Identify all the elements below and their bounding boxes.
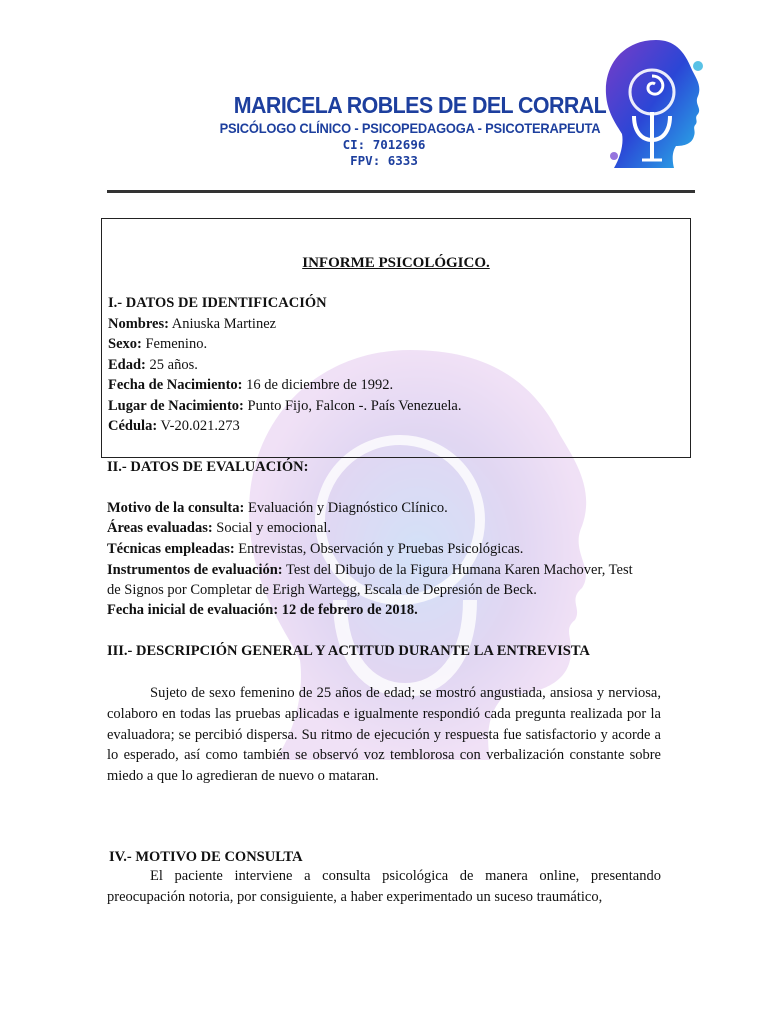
field-value: Test del Dibujo de la Figura Humana Karen Machover, Test	[286, 562, 633, 578]
field-nombres	[108, 315, 276, 333]
field-label: Cédula:	[108, 418, 158, 434]
letterhead-ci: CI: 7012696	[342, 137, 426, 152]
field-label: Fecha de Nacimiento:	[108, 377, 243, 393]
evaluation-heading: II.- DATOS DE EVALUACIÓN:	[107, 459, 309, 475]
field-motivo	[107, 499, 448, 517]
description-heading: III.- DESCRIPCIÓN GENERAL Y ACTITUD DURANTE LA ENTREVISTA	[107, 643, 590, 659]
field-value: 25 años.	[149, 357, 198, 373]
report-title: INFORME PSICOLÓGICO.	[302, 255, 490, 271]
field-value: Femenino.	[145, 336, 208, 352]
field-label: Técnicas empleadas:	[107, 541, 235, 557]
field-label: Instrumentos de evaluación:	[107, 562, 283, 578]
letterhead-fpv: FPV: 6333	[350, 153, 418, 168]
field-edad	[108, 356, 198, 374]
field-value: Entrevistas, Observación y Pruebas Psicológicas.	[238, 541, 524, 557]
field-label: Sexo:	[108, 336, 142, 352]
header-divider	[107, 190, 695, 193]
field-value: Punto Fijo, Falcon -. País Venezuela.	[247, 398, 462, 414]
identification-box	[101, 218, 691, 458]
field-value: 16 de diciembre de 1992.	[246, 377, 394, 393]
field-value: 12 de febrero de 2018.	[281, 602, 418, 618]
field-label: Edad:	[108, 357, 146, 373]
field-value: V-20.021.273	[160, 418, 240, 434]
field-sexo	[108, 335, 207, 353]
letterhead-profession: PSICÓLOGO CLÍNICO - PSICOPEDAGOGA - PSICOTERAPEUTA	[219, 120, 601, 136]
motive-paragraph: El paciente interviene a consulta psicológica de manera online, presentando preocupación notoria, por consiguiente, a haber experimentado un suceso traumático,	[107, 868, 661, 905]
field-cedula	[108, 417, 240, 435]
field-instrumentos-cont: de Signos por Completar de Erigh Wartegg, Escala de Depresión de Beck.	[107, 582, 537, 598]
identification-heading: I.- DATOS DE IDENTIFICACIÓN	[108, 295, 327, 311]
field-tecnicas	[107, 540, 523, 558]
field-lugar-nacimiento	[108, 397, 462, 415]
head-profile-psi-logo-icon	[594, 36, 714, 172]
field-value: Evaluación y Diagnóstico Clínico.	[247, 500, 448, 516]
field-label: Motivo de la consulta:	[107, 500, 245, 516]
field-areas	[107, 519, 331, 537]
description-paragraph: Sujeto de sexo femenino de 25 años de edad; se mostró angustiada, ansiosa y nerviosa, colaboro en todas las pruebas aplicadas e igualmente respondió cada pregunta realizada por la evaluadora; se percibió dispersa. Su ritmo de ejecución y respuesta fue satisfactorio y acorde a lo esperado, así como también se observó voz temblorosa con verbalización constante sobre miedo a que lo agredieran de nuevo o mataran.	[107, 685, 661, 785]
field-fecha-nacimiento	[108, 376, 393, 394]
field-label: Fecha inicial de evaluación:	[107, 602, 279, 618]
field-label: Áreas evaluadas:	[107, 520, 213, 536]
motive-heading: IV.- MOTIVO DE CONSULTA	[109, 849, 303, 865]
field-label: Lugar de Nacimiento:	[108, 398, 244, 414]
field-fecha-inicial	[107, 601, 418, 619]
letterhead-name: MARICELA ROBLES DE DEL CORRAL	[233, 92, 607, 118]
field-label: Nombres:	[108, 316, 169, 332]
field-instrumentos	[107, 561, 633, 579]
field-value: Aniuska Martinez	[171, 316, 277, 332]
field-value: Social y emocional.	[216, 520, 332, 536]
